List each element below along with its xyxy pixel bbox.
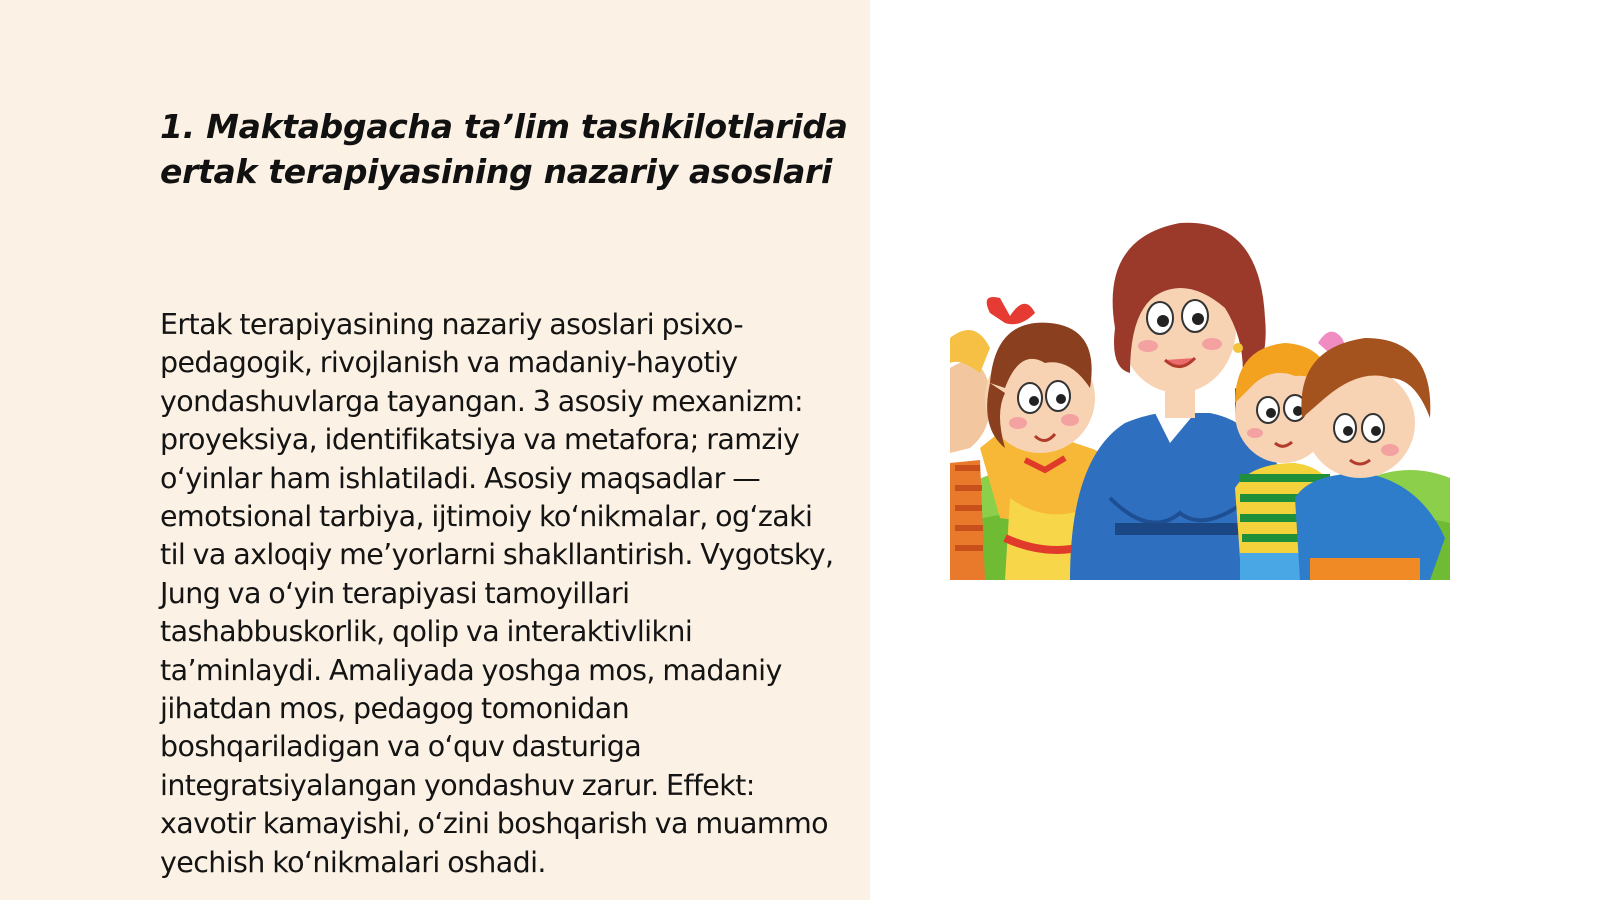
teacher-with-children-illustration [950, 198, 1450, 580]
slide-body-text: Ertak terapiyasining nazariy asoslari psixo-pedagogik, rivojlanish va madaniy-hayotiy yondashuvlarga tayangan. 3 asosiy mexanizm: proyeksiya, identifikatsiya va metafora; ramziy o‘yinlar ham ishlatiladi. Asosiy maqsadlar — emotsional tarbiya, ijtimoiy ko‘nikmalar, og‘zaki til va axloqiy me’yorlarni shakllantirish. Vygotsky, Jung va o‘yin terapiyasi tamoyillari tashabbuskorlik, qolip va interaktivlikni ta’minlaydi. Amaliyada yoshga mos, madaniy jihatdan mos, pedagog tomonidan boshqariladigan va o‘quv dasturiga integratsiyalangan yondashuv zarur. Effekt: xavotir kamayishi, o‘zini boshqarish va muammo yechish ko‘nikmalari oshadi. [160, 308, 834, 879]
slide-title: 1. Maktabgacha ta’lim tashkilotlarida ertak terapiyasining nazariy asoslari [160, 107, 848, 191]
